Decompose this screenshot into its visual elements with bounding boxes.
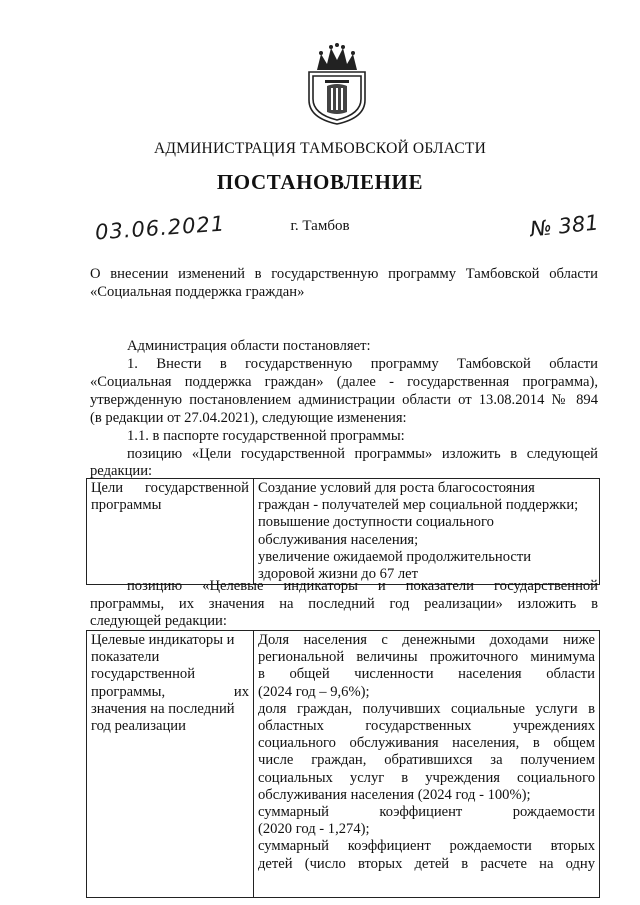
cell-line: здоровой жизни до 67 лет	[258, 566, 419, 583]
cell-line: социальных услуг в учреждения социального	[258, 769, 595, 786]
indicators-table	[86, 630, 600, 898]
cell-line: числе граждан, обратившихся за получением	[258, 752, 595, 769]
table-row	[87, 631, 600, 898]
position-1-line-2: редакции:	[90, 463, 153, 479]
handwritten-date: 03.06.2021	[94, 211, 226, 245]
table-cell-label	[87, 479, 254, 585]
cell-line: программы	[91, 497, 162, 514]
cell-line: Создание условий для роста благосостояния	[258, 480, 535, 496]
cell-line: обслуживания населения (2024 год - 100%);	[258, 786, 531, 803]
paragraph-1-line-4: (в редакции от 27.04.2021), следующие изменения:	[90, 410, 407, 426]
table-cell-label	[87, 631, 254, 898]
table-cell-value	[254, 479, 600, 585]
intro-text: Администрация области постановляет:	[127, 338, 371, 354]
cell-line: год реализации	[91, 718, 186, 735]
organization-name: АДМИНИСТРАЦИЯ ТАМБОВСКОЙ ОБЛАСТИ	[154, 140, 486, 157]
position-2-line-1: позицию «Целевые индикаторы и показатели государственной	[127, 578, 598, 594]
paragraph-1-line-2: «Социальная поддержка граждан» (далее - государственная программа),	[90, 374, 598, 390]
cell-line: значения на последний	[91, 700, 235, 717]
cell-line: суммарный коэффициент рождаемости вторых	[258, 838, 595, 855]
cell-line: (2020 год - 1,274);	[258, 821, 370, 838]
document-title-line-2: «Социальная поддержка граждан»	[90, 284, 305, 300]
handwritten-number: № 381	[528, 210, 600, 242]
cell-line: областных государственных учреждениях	[258, 718, 595, 735]
cell-line: в общей численности населения области	[258, 666, 595, 683]
cell-line: повышение доступности социального	[258, 514, 494, 531]
cell-line: Доля населения с денежными доходами ниже	[258, 632, 595, 648]
cell-line: доля граждан, получивших социальные услуги в	[258, 700, 595, 717]
cell-line: программы, их	[91, 683, 249, 700]
cell-line: социального обслуживания населения, в общем	[258, 735, 595, 752]
cell-line: суммарный коэффициент рождаемости	[258, 804, 595, 821]
cell-line: региональной величины прожиточного минимума	[258, 649, 595, 666]
cell-line: Цели государственной	[91, 480, 249, 496]
cell-line: показатели	[91, 649, 160, 666]
cell-line: государственной	[91, 666, 196, 683]
cell-line: (2024 год – 9,6%);	[258, 683, 370, 700]
table-row	[87, 479, 600, 585]
position-1-line-1: позицию «Цели государственной программы» изложить в следующей	[127, 446, 598, 462]
paragraph-1-1: 1.1. в паспорте государственной программы:	[127, 428, 405, 444]
paragraph-1-line-3: утвержденную постановлением администрации области от 13.08.2014 № 894	[90, 392, 598, 408]
document-title-line-1: О внесении изменений в государственную программу Тамбовской области	[90, 266, 598, 282]
coat-of-arms-icon	[301, 42, 373, 126]
goals-table	[86, 478, 600, 585]
cell-line: обслуживания населения;	[258, 531, 419, 548]
cell-line: увеличение ожидаемой продолжительности	[258, 548, 532, 565]
city: г. Тамбов	[290, 218, 350, 234]
table-cell-value	[254, 631, 600, 898]
cell-line: Целевые индикаторы и	[91, 632, 235, 648]
cell-line: граждан - получателей мер социальной поддержки;	[258, 497, 579, 514]
position-2-line-2: программы, их значения на последний год реализации» изложить в	[90, 596, 598, 612]
cell-line: детей (число вторых детей в расчете на одну	[258, 855, 595, 872]
position-2-line-3: следующей редакции:	[90, 613, 227, 629]
document-type: ПОСТАНОВЛЕНИЕ	[216, 170, 424, 194]
paragraph-1-line-1: 1. Внести в государственную программу Тамбовской области	[127, 356, 598, 372]
